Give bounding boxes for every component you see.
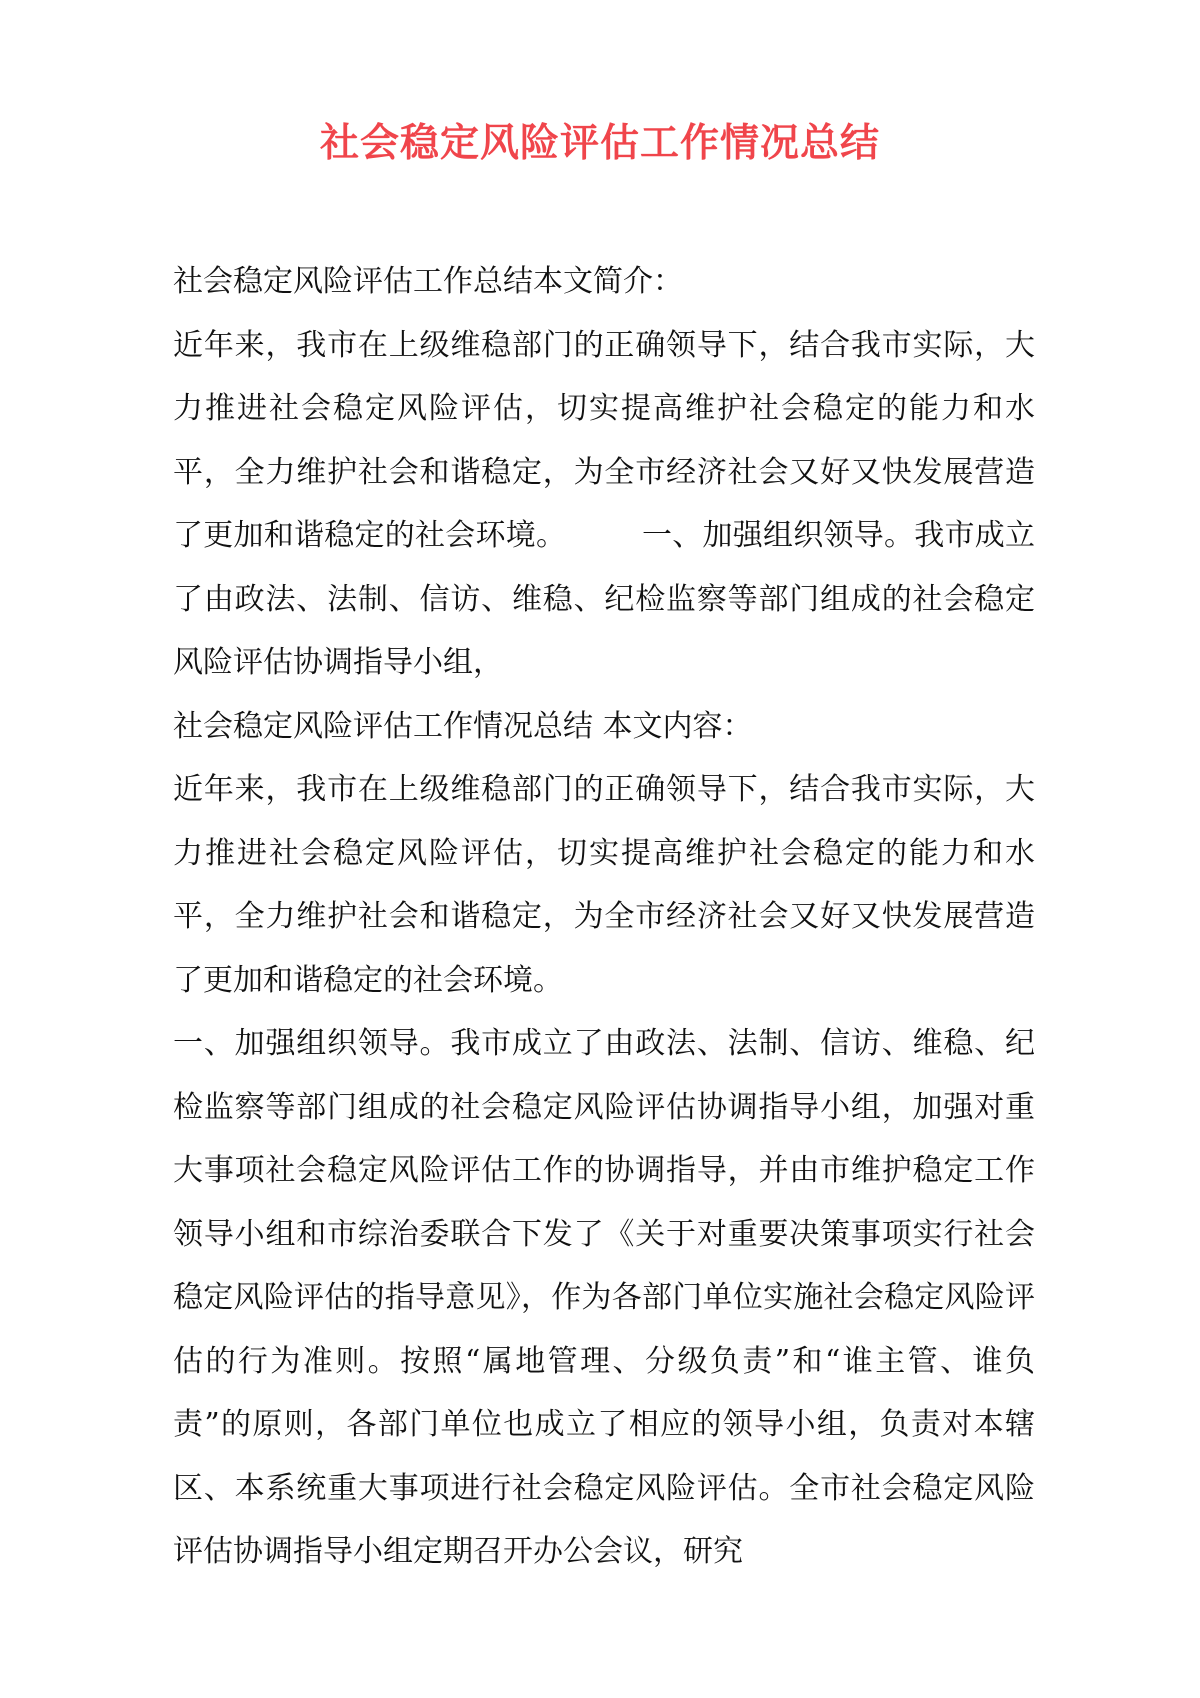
- document-title: 社会稳定风险评估工作情况总结: [319, 120, 880, 166]
- document-body: [173, 250, 1035, 1584]
- paragraph-intro-heading: 社会稳定风险评估工作总结本文简介：: [173, 264, 683, 299]
- paragraph-organization: 一、加强组织领导。我市成立了由政法、法制、信访、维稳、纪检监察等部门组成的社会稳定风险评估协调指导小组，加强对重大事项社会稳定风险评估工作的协调指导，并由市维护稳定工作领导小组和市综治委联合下发了《关于对重要决策事项实行社会稳定风险评估的指导意见》，作为各部门单位实施社会稳定风险评估的行为准则。按照“属地管理、分级负责”和“谁主管、谁负责”的原则，各部门单位也成立了相应的领导小组，负责对本辖区、本系统重大事项进行社会稳定风险评估。全市社会稳定风险评估协调指导小组定期召开办公会议，研究: [173, 1026, 1035, 1569]
- paragraph-content-heading: 社会稳定风险评估工作情况总结 本文内容：: [173, 708, 753, 744]
- paragraph-content-intro: 近年来，我市在上级维稳部门的正确领导下，结合我市实际，大力推进社会稳定风险评估，切实提高维护社会稳定的能力和水平，全力维护社会和谐稳定，为全市经济社会又好又快发展营造了更加和谐稳定的社会环境。: [173, 772, 1035, 998]
- paragraph-intro-summary: 近年来，我市在上级维稳部门的正确领导下，结合我市实际，大力推进社会稳定风险评估，切实提高维护社会稳定的能力和水平，全力维护社会和谐稳定，为全市经济社会又好又快发展营造了更加和谐稳定的社会环境。 一、加强组织领导。我市成立了由政法、法制、信访、维稳、纪检监察等部门组成的社会稳定风险评估协调指导小组，: [173, 327, 1035, 680]
